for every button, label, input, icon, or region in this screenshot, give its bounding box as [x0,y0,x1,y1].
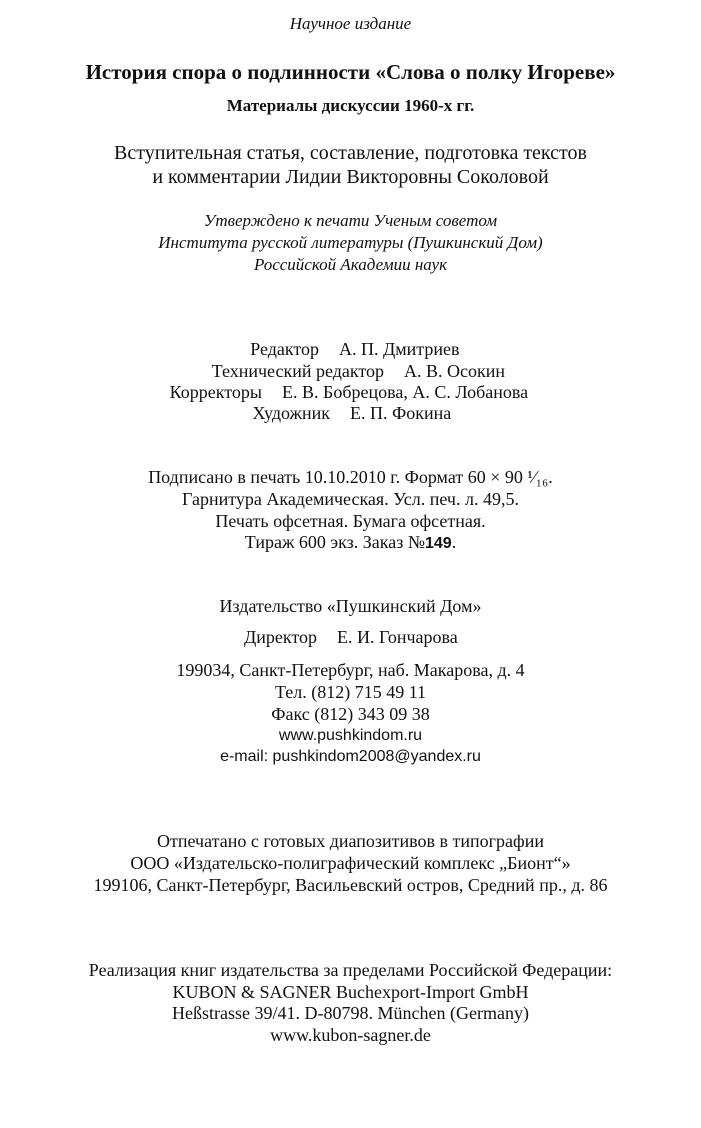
credit-role: Корректоры [169,382,262,402]
distribution-line-1: Реализация книг издательства за пределами Российской Федерации: [88,960,613,980]
publisher-name: Издательство «Пушкинский Дом» [219,596,482,616]
printer-line-2: ООО «Издательско-полиграфический комплекс „Бионт“» [130,853,571,873]
credit-tech-editor [0,361,701,382]
authorship-line-1: Вступительная статья, составление, подготовка текстов [114,142,587,164]
approval-line-1: Утверждено к печати Ученым советом [203,211,498,230]
credit-editor [0,339,701,360]
print-run-end: . [451,532,457,552]
approval-line-2: Института русской литературы (Пушкинский Дом) [158,233,543,252]
publisher-director [0,627,701,648]
distribution-line-3: Heßstrasse 39/41. D-80798. München (Germany) [172,1003,529,1023]
order-number: 149 [425,535,452,552]
publisher-email: e-mail: pushkindom2008@yandex.ru [220,748,481,765]
credit-role: Художник [252,403,330,423]
distribution-line-2: KUBON & SAGNER Buchexport-Import GmbH [172,982,529,1002]
credit-name: Е. В. Бобрецова, А. С. Лобанова [282,382,529,402]
credit-role: Редактор [250,339,319,359]
credit-name: Е. П. Фокина [350,403,452,423]
director-name: Е. И. Гончарова [337,627,458,647]
approval-line-3: Российской Академии наук [253,255,448,274]
credit-artist [0,403,701,424]
print-run [0,532,701,553]
credit-name: А. В. Осокин [404,361,506,381]
book-title: История спора о подлинности «Слова о полку Игореве» [85,60,616,84]
series-label: Научное издание [289,14,412,33]
director-role: Директор [243,627,317,647]
printer-line-1: Отпечатано с готовых диапозитивов в типографии [157,831,544,851]
print-run-text: Тираж 600 экз. Заказ № [244,532,425,552]
print-typeface: Гарнитура Академическая. Усл. печ. л. 49,5. [182,489,519,509]
printer-line-3: 199106, Санкт-Петербург, Васильевский остров, Средний пр., д. 86 [93,875,608,895]
distribution-website: www.kubon-sagner.de [270,1025,431,1045]
publisher-website: www.pushkindom.ru [278,727,423,744]
publisher-address: 199034, Санкт-Петербург, наб. Макарова, д. 4 [176,660,525,680]
book-subtitle: Материалы дискуссии 1960-х гг. [226,96,475,115]
publisher-fax: Факс (812) 343 09 38 [271,704,430,724]
print-method: Печать офсетная. Бумага офсетная. [215,511,486,531]
credit-proofreaders [0,382,701,403]
credit-role: Технический редактор [211,361,384,381]
credit-name: А. П. Дмитриев [339,339,460,359]
publisher-phone: Тел. (812) 715 49 11 [274,682,427,702]
print-signed: Подписано в печать 10.10.2010 г. Формат 60 × 90 ¹⁄₁₆. [148,467,553,487]
authorship-line-2: и комментарии Лидии Викторовны Соколовой [152,166,549,188]
